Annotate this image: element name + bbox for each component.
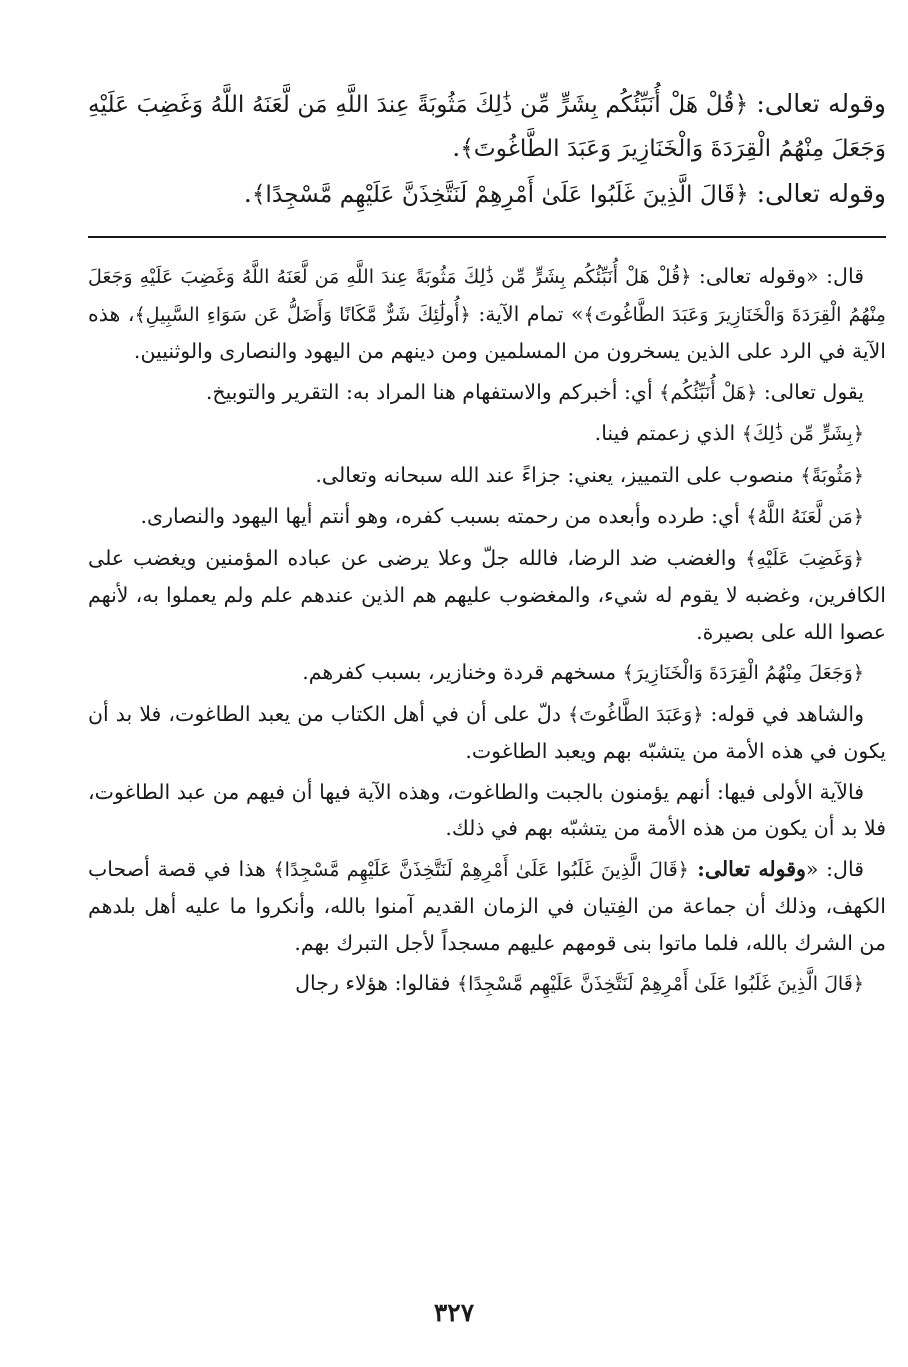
text-run: قال: « xyxy=(805,856,865,881)
quran-verse: ﴿وَعَبَدَ الطَّاغُوتَ﴾ xyxy=(568,703,704,726)
commentary-paragraph xyxy=(88,258,886,370)
text-run: والشاهد في قوله: xyxy=(703,701,865,726)
text-run: يقول تعالى: xyxy=(757,379,864,404)
text-run: هذا في قصة أصحاب الكهف، وذلك أن جماعة من الفِتيان في الزمان القديم آمنوا بالله، وأنكروا ما عليه أهل بلدهم من الشرك بالله، فلما ماتوا بنى قومهم عليهم مسجداً لأجل التبرك بهم. xyxy=(88,856,886,955)
quran-verse: ﴿مَثُوبَةً﴾ xyxy=(800,464,864,487)
text-run: أي: طرده وأبعده من رحمته بسبب كفره، وهو أنتم أيها اليهود والنصارى. xyxy=(140,504,747,528)
quran-verse: ﴿قَالَ الَّذِينَ غَلَبُوا عَلَىٰ أَمْرِهِمْ لَنَتَّخِذَنَّ عَلَيْهِم مَّسْجِدًا﴾ xyxy=(457,973,864,995)
quran-verse: ﴿قَالَ الَّذِينَ غَلَبُوا عَلَىٰ أَمْرِهِمْ لَنَتَّخِذَنَّ عَلَيْهِم مَّسْجِدًا﴾ xyxy=(251,181,749,208)
commentary-paragraph xyxy=(88,374,886,412)
quoted-paragraph xyxy=(88,172,886,216)
section-divider xyxy=(88,236,886,238)
quran-verse: ﴿قُلْ هَلْ أُنَبِّئُكُم بِشَرٍّ مِّن ذَٰلِكَ مَثُوبَةً عِندَ اللَّهِ مَن لَّعَنَهُ اللَّهُ وَغَضِبَ عَلَيْهِ وَجَعَلَ مِنْهُمُ الْقِرَدَةَ وَالْخَنَازِيرَ وَعَبَدَ الطَّاغُوتَ﴾ xyxy=(88,266,887,326)
text-run: » تمام الآية: xyxy=(470,301,584,326)
commentary-paragraph xyxy=(88,851,886,962)
commentary-paragraph xyxy=(88,415,886,453)
quran-verse: ﴿أُولَٰئِكَ شَرٌّ مَّكَانًا وَأَضَلُّ عَن سَوَاءِ السَّبِيلِ﴾ xyxy=(134,303,471,326)
quran-verse: ﴿وَغَضِبَ عَلَيْهِ﴾ xyxy=(745,547,864,570)
commentary-paragraph xyxy=(88,965,886,1003)
bold-quote-lead: وقوله تعالى: xyxy=(688,856,806,881)
text-run: فالآية الأولى فيها: أنهم يؤمنون بالجبت والطاغوت، وهذه الآية فيها أن فيهم من عبد الطاغوت، فلا بد أن يكون من هذه الأمة من يتشبّه بهم في ذلك. xyxy=(88,779,886,840)
text-run: وقوله تعالى: xyxy=(748,179,886,208)
commentary-paragraph xyxy=(88,540,886,651)
commentary-block xyxy=(88,258,886,1003)
commentary-paragraph xyxy=(88,498,886,536)
text-run: قال: «وقوله تعالى: xyxy=(691,264,864,288)
page-number: ٣٢٧ xyxy=(433,1298,475,1327)
text-run: وقوله تعالى: xyxy=(748,89,886,118)
quran-verse: ﴿قَالَ الَّذِينَ غَلَبُوا عَلَىٰ أَمْرِهِمْ لَنَتَّخِذَنَّ عَلَيْهِم مَّسْجِدًا﴾ xyxy=(273,858,689,881)
text-run: فقالوا: هؤلاء رجال xyxy=(295,971,457,995)
quran-verse: ﴿قُلْ هَلْ أُنَبِّئُكُم بِشَرٍّ مِّن ذَٰلِكَ مَثُوبَةً عِندَ اللَّهِ مَن لَّعَنَهُ اللَّهُ وَغَضِبَ عَلَيْهِ وَجَعَلَ مِنْهُمُ الْقِرَدَةَ وَالْخَنَازِيرَ وَعَبَدَ الطَّاغُوتَ﴾ xyxy=(88,91,886,162)
quran-verse: ﴿بِشَرٍّ مِّن ذَٰلِكَ﴾ xyxy=(741,423,864,445)
quoted-text-block xyxy=(88,82,886,216)
quran-verse: ﴿وَجَعَلَ مِنْهُمُ الْقِرَدَةَ وَالْخَنَازِيرَ﴾ xyxy=(622,662,864,684)
commentary-paragraph xyxy=(88,457,886,495)
commentary-paragraph xyxy=(88,696,886,770)
commentary-paragraph xyxy=(88,654,886,692)
text-run: أي: أخبركم والاستفهام هنا المراد به: التقرير والتوبيخ. xyxy=(205,379,660,404)
text-run: مسخهم قردة وخنازير، بسبب كفرهم. xyxy=(302,660,623,684)
text-run: . xyxy=(452,133,461,162)
text-run: والغضب ضد الرضا، فالله جلّ وعلا يرضى عن عباده المؤمنين ويغضب على الكافرين، وغضبه لا يقوم له شيء، والمغضوب عليهم هم الذين عندهم علم ولم يعملوا به، لأنهم عصوا الله على بصيرة. xyxy=(88,545,886,644)
quoted-paragraph xyxy=(88,82,886,170)
text-run: دلّ على أن في أهل الكتاب من يعبد الطاغوت، فلا بد أن يكون في هذه الأمة من يتشبّه بهم ويعبد الطاغوت. xyxy=(88,701,886,763)
text-run: منصوب على التمييز، يعني: جزاءً عند الله سبحانه وتعالى. xyxy=(315,462,801,487)
quran-verse: ﴿هَلْ أُنَبِّئُكُم﴾ xyxy=(659,381,758,404)
commentary-paragraph xyxy=(88,774,886,847)
text-run: الذي زعمتم فينا. xyxy=(594,421,742,445)
book-page xyxy=(88,82,886,1007)
text-run: . xyxy=(243,179,252,208)
text-run: ، هذه الآية في الرد على الذين يسخرون من المسلمين ومن دينهم من اليهود والنصارى والوثنيين. xyxy=(88,301,886,363)
quran-verse: ﴿مَن لَّعَنَهُ اللَّهُ﴾ xyxy=(746,506,864,528)
